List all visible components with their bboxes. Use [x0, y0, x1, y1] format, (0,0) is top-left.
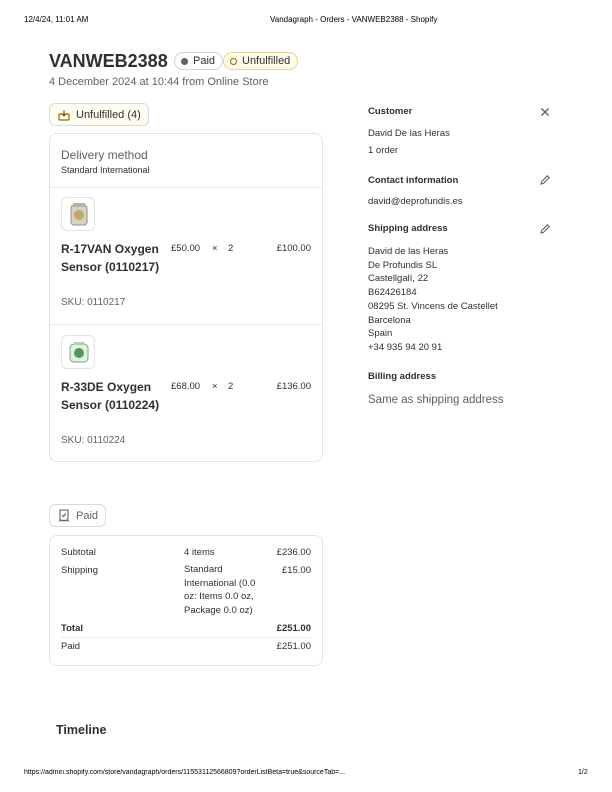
pencil-icon[interactable]	[538, 222, 552, 236]
line-item-qty: 2	[228, 243, 234, 254]
paid-label: Paid	[61, 641, 81, 652]
shipping-value: £15.00	[281, 565, 311, 576]
subtotal-items: 4 items	[184, 547, 215, 558]
line-item-name[interactable]: R-17VAN Oxygen Sensor (0110217)	[61, 242, 160, 274]
product-thumbnail[interactable]	[61, 335, 95, 369]
print-url: https://admin.shopify.com/store/vandagraph/orders/11553112566809?orderListBeta=true&sourceTab=...	[24, 769, 346, 776]
fulfillment-box-icon	[58, 109, 70, 121]
shipping-label: Shipping	[61, 565, 98, 576]
order-title: VANWEB2388	[49, 51, 168, 71]
product-thumbnail[interactable]	[61, 197, 95, 231]
address-line: David de las Heras	[368, 246, 449, 257]
divider	[50, 187, 322, 188]
shipping-description: Standard International (0.0 oz: Items 0.0 oz, Package 0.0 oz)	[184, 564, 256, 616]
total-label: Total	[61, 623, 83, 634]
paid-value: £251.00	[276, 641, 311, 652]
customer-heading: Customer	[368, 106, 413, 117]
line-item-total: £136.00	[276, 381, 311, 392]
fulfillment-card	[49, 133, 323, 462]
payment-summary-card	[49, 535, 323, 666]
divider	[61, 637, 311, 638]
paid-dot-icon	[181, 58, 188, 65]
billing-address-heading: Billing address	[368, 371, 437, 382]
shipping-address-heading: Shipping address	[368, 223, 448, 234]
payment-status-badge	[174, 52, 223, 70]
timeline-heading: Timeline	[56, 723, 107, 737]
address-line: B62426184	[368, 287, 417, 299]
fulfillment-status-label: Unfulfilled	[242, 55, 291, 67]
line-item-times: ×	[212, 243, 218, 254]
line-item-qty: 2	[228, 381, 234, 392]
print-datetime: 12/4/24, 11:01 AM	[24, 15, 89, 24]
line-item-name[interactable]: R-33DE Oxygen Sensor (0110224)	[61, 380, 160, 412]
fulfillment-status-badge	[223, 52, 298, 70]
subtotal-label: Subtotal	[61, 547, 96, 558]
customer-name[interactable]: David De las Heras	[368, 128, 450, 139]
address-line: Castellgalí, 22	[368, 273, 429, 285]
subtotal-value: £236.00	[276, 547, 311, 558]
line-item-times: ×	[212, 381, 218, 392]
contact-info-heading: Contact information	[368, 175, 459, 186]
paid-section-pill[interactable]	[49, 504, 106, 527]
delivery-method-title: Delivery method	[61, 148, 148, 162]
pencil-icon[interactable]	[538, 173, 552, 187]
paid-pill-label: Paid	[76, 509, 99, 522]
print-page-title: Vandagraph - Orders - VANWEB2388 - Shopify	[270, 15, 438, 24]
address-line: Barcelona	[368, 314, 411, 326]
close-icon[interactable]	[538, 105, 552, 119]
payment-status-label: Paid	[193, 55, 216, 67]
line-item-sku: SKU: 0110217	[61, 297, 126, 308]
unfulfilled-section-pill[interactable]	[49, 103, 149, 126]
address-line: Spain	[368, 328, 393, 340]
line-item-price: £50.00	[171, 243, 201, 254]
shipping-address	[368, 245, 498, 355]
billing-same-as-shipping: Same as shipping address	[368, 394, 504, 406]
address-line: De Profundis SL	[368, 259, 438, 271]
divider	[50, 324, 322, 325]
order-subtitle: 4 December 2024 at 10:44 from Online Store	[49, 76, 269, 88]
unfulfilled-ring-icon	[230, 58, 237, 65]
line-item-total: £100.00	[276, 243, 311, 254]
line-item-price: £68.00	[171, 381, 201, 392]
delivery-method-value: Standard International	[61, 165, 150, 175]
total-value: £251.00	[276, 623, 311, 634]
address-line: +34 935 94 20 91	[368, 341, 443, 353]
customer-order-count[interactable]: 1 order	[368, 145, 399, 156]
receipt-icon	[58, 509, 70, 522]
line-item-sku: SKU: 0110224	[61, 435, 126, 446]
contact-email[interactable]: david@deprofundis.es	[368, 196, 463, 207]
print-page-number: 1/2	[578, 769, 588, 776]
unfulfilled-pill-label: Unfulfilled (4)	[76, 108, 141, 121]
address-line: 08295 St. Vincens de Castellet	[368, 300, 498, 312]
